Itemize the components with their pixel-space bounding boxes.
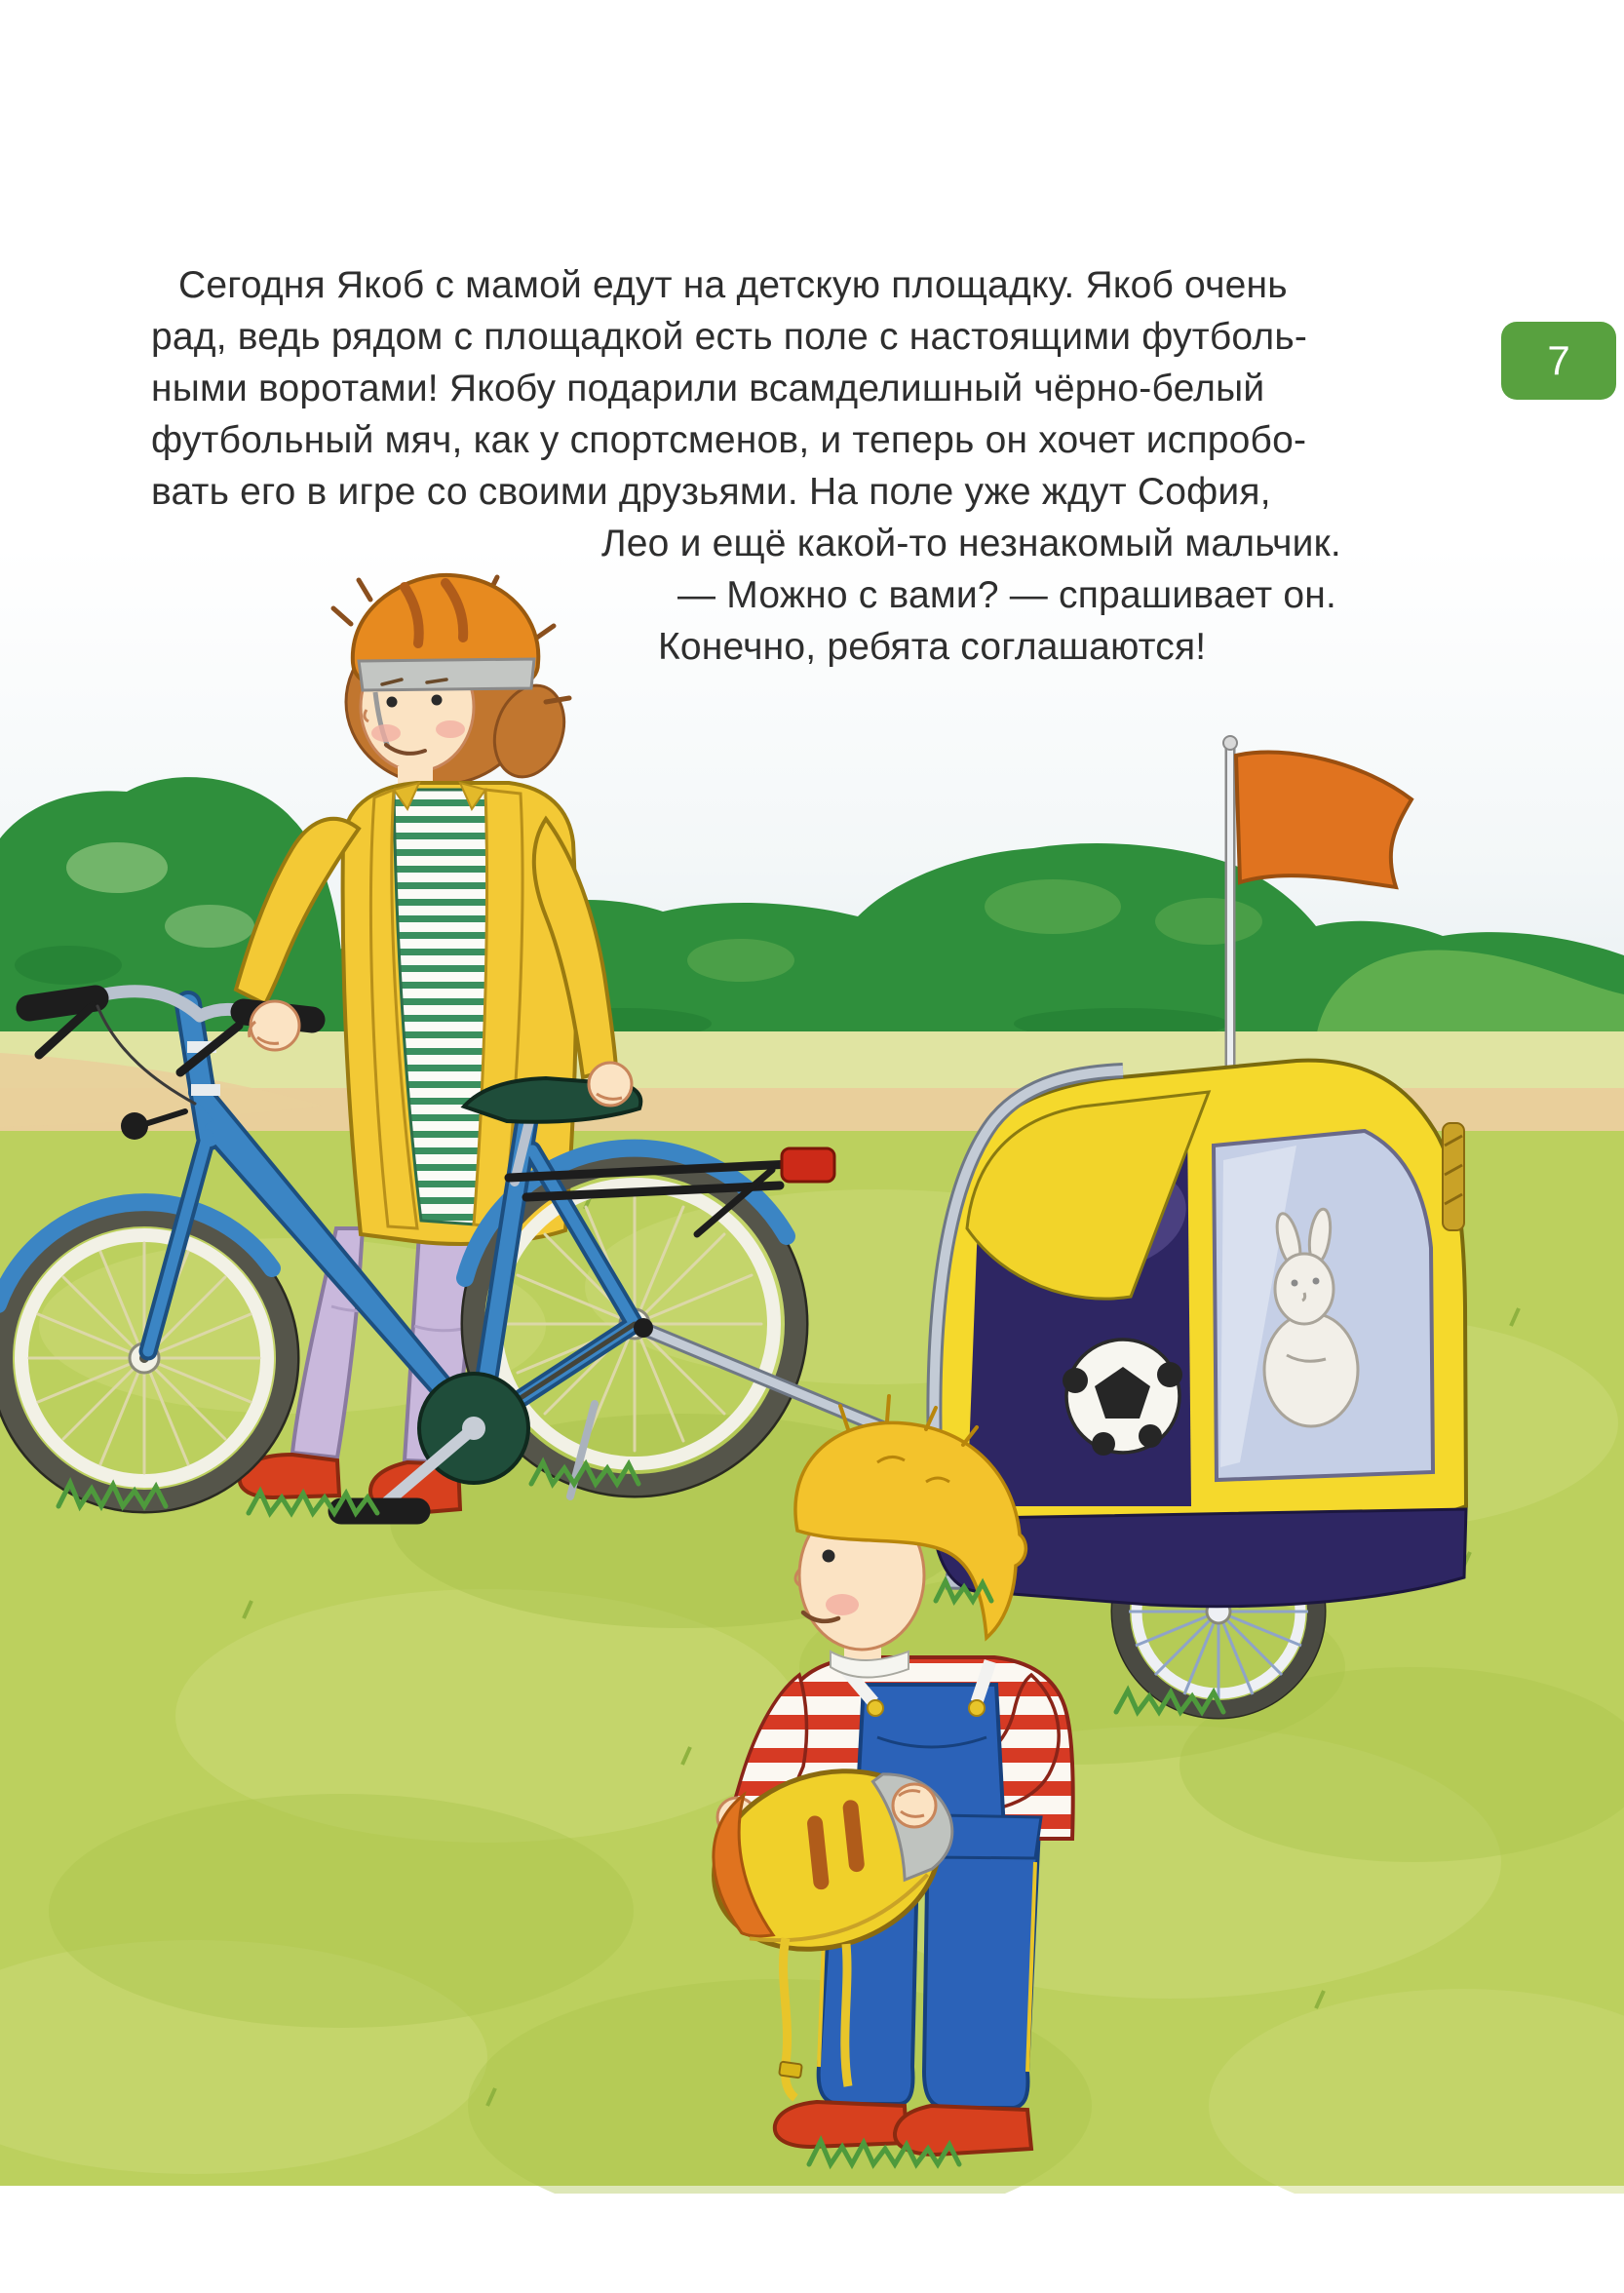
story-text [151,259,1341,673]
story-line: Лео и ещё какой-то незнакомый мальчик. [601,523,1341,564]
story-line: футбольный мяч, как у спортсменов, и теперь он хочет испробо- [151,419,1307,461]
story-line: рад, ведь рядом с площадкой есть поле с настоящими футболь- [151,316,1308,358]
story-line: — Можно с вами? — спрашивает он. [677,574,1337,616]
trailer-window [1214,1131,1433,1480]
story-line: вать его в игре со своими друзьями. На поле уже ждут София, [151,471,1271,513]
story-line: Конечно, ребята соглашаются! [658,626,1207,668]
story-line: Сегодня Якоб с мамой едут на детскую площадку. Якоб очень [178,264,1288,306]
illustration [0,546,1624,2194]
page-number: 7 [1547,337,1570,383]
boy-shoe [895,2106,1031,2155]
story-line: ными воротами! Якобу подарили всамделишный чёрно-белый [151,368,1265,409]
boy-shoe [775,2102,907,2147]
bicycle-rear-light [782,1148,834,1182]
page-number-badge [1501,322,1616,400]
